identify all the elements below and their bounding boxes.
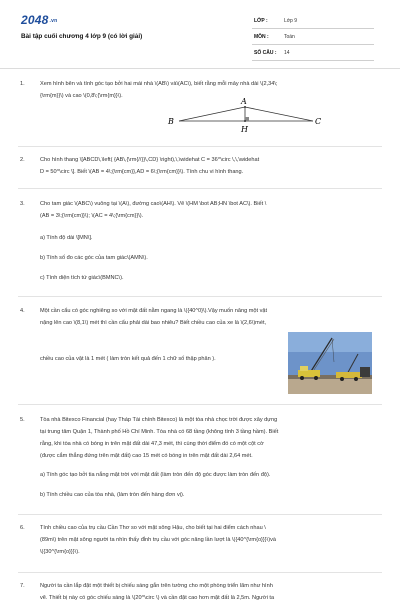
sub-question: b) Tính số đo các góc của tam giác\(AMN\).: [40, 255, 148, 261]
question-divider: [18, 188, 382, 189]
question-divider: [18, 146, 382, 147]
question-text: [40, 522, 378, 558]
meta-row-count: [252, 45, 374, 61]
question-divider: [18, 572, 382, 573]
question-line: Tính chiều cao của trụ cầu Cần Thơ so với mặt sông Hậu, cho biết tại hai điểm cách nhau \: [40, 525, 266, 531]
question-line: vẽ. Thiết bị này có góc chiếu sáng là \(20^\circ \) và cần đặt cao hơn mặt đất là 2,5m. Người ta: [40, 595, 275, 601]
meta-row-class: [252, 13, 374, 29]
question-line: Cho hình thang \[ABCD\,\left( {AB\,{\rm{//}}\,CD} \right),\,\widehat C = 36^\circ \,\,\widehat: [40, 157, 260, 163]
question-line: Tòa nhà Bitexco Financial (hay Tháp Tài chính Bitexco) là một tòa nhà chọc trời được xây dựng: [40, 417, 278, 423]
meta-key: SỐ CÂU :: [254, 50, 277, 56]
label-b: B: [168, 117, 174, 126]
meta-table: [252, 13, 374, 61]
question-line: tại trung tâm Quận 1, Thành phố Hồ Chí Minh. Tòa nhà có 68 tầng (không tính 3 tầng hầm). Biết: [40, 429, 279, 435]
question-line: (AB = 3\;{\rm{cm}}\); \(AC = 4\;{\rm{cm}}\).: [40, 213, 144, 219]
label-h: H: [241, 125, 248, 134]
question-line: {\rm{m}}\) và cao \(0,8\;{\rm{m}}\).: [40, 93, 123, 99]
document-title: Bài tập cuối chương 4 lớp 9 (có lời giải): [21, 33, 143, 40]
question-number: 6.: [20, 525, 25, 531]
question-text: [40, 305, 378, 329]
sub-question: b) Tính chiều cao của tòa nhà, (làm tròn đến hàng đơn vị).: [40, 492, 185, 498]
question-number: 5.: [20, 417, 25, 423]
question-number: 7.: [20, 583, 25, 589]
logo-text: 2048: [21, 13, 49, 27]
question-line: (89m\) trên mặt sông người ta nhìn thấy đỉnh trụ cầu với góc nâng lần lượt là \({40^{\rm{o}}}\)và: [40, 537, 276, 543]
question-line: Xem hình bên và tính góc tạo bởi hai mái nhà \(AB\) và\(AC\), biết rằng mỗi mảy nhà dài \(2,34\;: [40, 81, 278, 87]
question-number: 3.: [20, 201, 25, 207]
question-line: \({30^{\rm{o}}}\).: [40, 549, 80, 555]
question-number: 1.: [20, 81, 25, 87]
question-line: D = 50^\circ \]. Biết \(AB = 4\;{\rm{cm}},AD = 6\;{\rm{cm}}\). Tính chu vi hình thang.: [40, 169, 244, 175]
question-text: [40, 580, 378, 604]
crane-photo: [288, 332, 372, 394]
meta-key: MÔN :: [254, 34, 269, 40]
question-line: rằng, khi tòa nhà có bóng in trên mặt đất dài 47,3 mét, thì cùng thời điểm đó có một cột cờ: [40, 441, 264, 447]
question-line: Người ta cần lắp đặt một thiết bị chiếu sáng gắn trên tường cho một phòng triển lãm như hình: [40, 583, 273, 589]
question-line: nặng lên cao \(8,1\) mét thì cần cẩu phải dài bao nhiêu? Biết chiều cao của xe là \(2,6\)mét,: [40, 320, 267, 326]
sub-question: a) Tính góc tạo bởi tia nắng mặt trời với mặt đất (làm tròn đến độ góc được làm tròn đến độ).: [40, 472, 271, 478]
meta-value: 14: [284, 50, 290, 56]
sub-question: a) Tính độ dài \[MN\].: [40, 235, 93, 241]
question-divider: [18, 514, 382, 515]
meta-key: LỚP :: [254, 18, 268, 24]
header-divider: [0, 68, 400, 69]
label-c: C: [315, 117, 322, 126]
question-line: Một cần cẩu có góc nghiêng so với mặt đất nằm ngang là \({40^0}\).Vậy muốn nâng một vật: [40, 308, 268, 314]
label-a: A: [241, 97, 247, 106]
question-line: Cho tam giác \(ABC\) vuông tại \(A\), đường cao\(AH\). Vẽ \(HM \bot AB;HN \bot AC\). Biết \: [40, 201, 267, 207]
meta-row-subject: [252, 29, 374, 45]
question-divider: [18, 404, 382, 405]
worksheet-header: [0, 0, 400, 70]
meta-value: Toán: [284, 34, 295, 40]
site-logo[interactable]: [21, 13, 57, 27]
meta-value: Lớp 9: [284, 18, 298, 24]
question-text: [40, 414, 378, 462]
roof-triangle-figure: [165, 96, 325, 136]
question-number: 4.: [20, 308, 25, 314]
question-number: 2.: [20, 157, 25, 163]
question-4-extra: chiều cao của vật là 1 mét ( làm tròn kết quả đến 1 chữ số thập phân ).: [40, 356, 216, 362]
question-text: [40, 154, 378, 178]
logo-domain: .vn: [49, 17, 58, 24]
question-text: [40, 198, 378, 222]
question-divider: [18, 296, 382, 297]
question-line: (được cắm thẳng đứng trên mặt đất) cao 15 mét có bóng in trên mặt đất dài 2,64 mét.: [40, 453, 253, 459]
sub-question: c) Tính diện tích tứ giác\(BMNC\).: [40, 275, 124, 281]
